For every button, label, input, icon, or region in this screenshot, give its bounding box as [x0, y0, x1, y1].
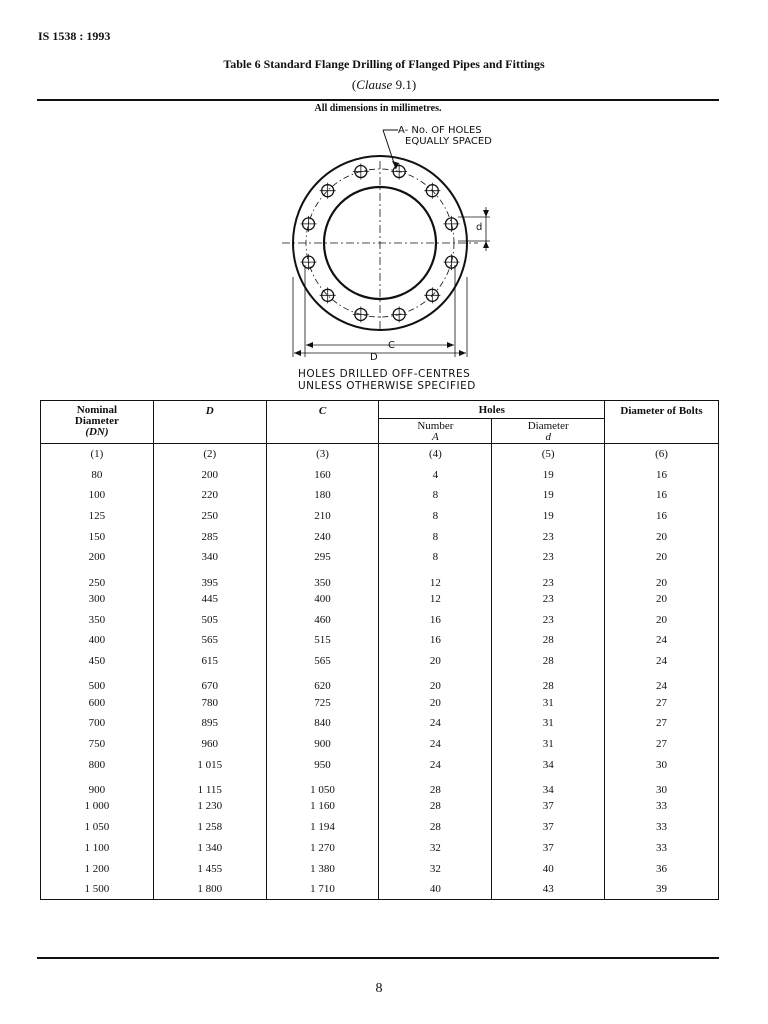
- table-cell: 200: [41, 547, 154, 568]
- table-cell: 37: [492, 817, 605, 838]
- table-cell: 1 050: [41, 817, 154, 838]
- standard-number: IS 1538 : 1993: [38, 29, 111, 43]
- table-cell: 500: [41, 671, 154, 692]
- table-cell: 1 500: [41, 879, 154, 900]
- column-index-row: [41, 444, 719, 465]
- table-cell: 350: [266, 568, 379, 589]
- table-cell: 20: [605, 568, 719, 589]
- bolt-hole: [424, 287, 440, 303]
- table-cell: 24: [379, 754, 492, 775]
- table-cell: 16: [605, 464, 719, 485]
- table-row: [41, 754, 719, 775]
- table-cell: 32: [379, 838, 492, 859]
- table-cell: 565: [153, 630, 266, 651]
- arrow-c-right: [447, 342, 454, 348]
- table-cell: 24: [379, 734, 492, 755]
- table-row: [41, 506, 719, 527]
- table-cell: 34: [492, 775, 605, 796]
- table-cell: 210: [266, 506, 379, 527]
- column-index-cell: (2): [153, 444, 266, 465]
- table-cell: 1 100: [41, 838, 154, 859]
- table-cell: 450: [41, 651, 154, 672]
- table-cell: 30: [605, 754, 719, 775]
- table-cell: 350: [41, 609, 154, 630]
- table-cell: 1 050: [266, 775, 379, 796]
- table-cell: 295: [266, 547, 379, 568]
- table-cell: 8: [379, 506, 492, 527]
- column-index-cell: (4): [379, 444, 492, 465]
- arrow-D-right: [459, 350, 466, 356]
- header-nominal-diameter: [41, 401, 154, 444]
- header-nominal-line2: Diameter: [74, 415, 119, 427]
- top-rule: [37, 99, 719, 101]
- table-cell: 32: [379, 858, 492, 879]
- table-cell: 23: [492, 589, 605, 610]
- table-row: [41, 796, 719, 817]
- header-D: D: [153, 401, 266, 444]
- table-cell: 800: [41, 754, 154, 775]
- table-cell: 780: [153, 692, 266, 713]
- table-row: [41, 464, 719, 485]
- table-row: [41, 526, 719, 547]
- table-cell: 37: [492, 796, 605, 817]
- table-row: [41, 838, 719, 859]
- table-cell: 20: [379, 692, 492, 713]
- table-cell: 180: [266, 485, 379, 506]
- arrow-leader: [392, 161, 399, 169]
- dimension-arrows: [294, 161, 489, 356]
- table-cell: 8: [379, 547, 492, 568]
- table-cell: 600: [41, 692, 154, 713]
- header-holes-diameter: [492, 419, 605, 444]
- table-cell: 340: [153, 547, 266, 568]
- table-cell: 16: [605, 506, 719, 527]
- table-cell: 24: [379, 713, 492, 734]
- label-d: d: [476, 222, 483, 233]
- table-cell: 395: [153, 568, 266, 589]
- table-cell: 28: [492, 651, 605, 672]
- table-cell: 31: [492, 734, 605, 755]
- table-cell: 24: [605, 630, 719, 651]
- bolt-hole: [391, 164, 407, 180]
- table-cell: 80: [41, 464, 154, 485]
- table-cell: 1 710: [266, 879, 379, 900]
- table-cell: 8: [379, 485, 492, 506]
- bolt-hole: [301, 254, 317, 270]
- table-cell: 960: [153, 734, 266, 755]
- table-cell: 240: [266, 526, 379, 547]
- table-cell: 36: [605, 858, 719, 879]
- table-cell: 20: [605, 609, 719, 630]
- table-cell: 8: [379, 526, 492, 547]
- table-cell: 1 115: [153, 775, 266, 796]
- arrow-D-left: [294, 350, 301, 356]
- clause-number: 9.1: [395, 77, 412, 92]
- column-index-cell: (3): [266, 444, 379, 465]
- bolt-hole: [443, 254, 459, 270]
- table-cell: 900: [41, 775, 154, 796]
- table-cell: 1 160: [266, 796, 379, 817]
- bolt-hole: [443, 216, 459, 232]
- table-cell: 20: [605, 547, 719, 568]
- bottom-rule: [37, 957, 719, 959]
- table-cell: 1 270: [266, 838, 379, 859]
- table-cell: 1 340: [153, 838, 266, 859]
- table-cell: 31: [492, 692, 605, 713]
- table-row: [41, 671, 719, 692]
- bolt-hole: [353, 306, 369, 322]
- table-row: [41, 692, 719, 713]
- arrow-c-left: [306, 342, 313, 348]
- table-cell: 23: [492, 568, 605, 589]
- header-holes-number-text: Number: [417, 420, 454, 432]
- table-cell: 24: [605, 671, 719, 692]
- table-cell: 285: [153, 526, 266, 547]
- table-cell: 23: [492, 526, 605, 547]
- table-cell: 39: [605, 879, 719, 900]
- table-row: [41, 547, 719, 568]
- table-cell: 27: [605, 713, 719, 734]
- drawing-labels: [370, 125, 492, 363]
- table-row: [41, 713, 719, 734]
- bolt-hole: [424, 183, 440, 199]
- bolt-hole: [301, 216, 317, 232]
- table-cell: 250: [41, 568, 154, 589]
- table-cell: 33: [605, 817, 719, 838]
- arrow-d-bottom: [483, 241, 489, 248]
- table-cell: 1 800: [153, 879, 266, 900]
- table-cell: 20: [379, 671, 492, 692]
- table-cell: 23: [492, 547, 605, 568]
- table-cell: 840: [266, 713, 379, 734]
- table-cell: 250: [153, 506, 266, 527]
- bolt-hole: [353, 164, 369, 180]
- table-cell: 20: [605, 589, 719, 610]
- table-cell: 31: [492, 713, 605, 734]
- table-cell: 615: [153, 651, 266, 672]
- table-cell: 12: [379, 568, 492, 589]
- header-holes-number-symbol: A: [431, 431, 439, 443]
- table-cell: 400: [41, 630, 154, 651]
- header-C: C: [266, 401, 379, 444]
- header-holes-diameter-text: Diameter: [527, 420, 569, 432]
- table-row: [41, 485, 719, 506]
- header-holes-number: [379, 419, 492, 444]
- table-cell: 1 258: [153, 817, 266, 838]
- table-cell: 43: [492, 879, 605, 900]
- table-row: [41, 568, 719, 589]
- table-cell: 23: [492, 609, 605, 630]
- label-C: C: [388, 340, 395, 351]
- flange-drilling-table: [40, 400, 719, 900]
- table-cell: 33: [605, 838, 719, 859]
- table-row: [41, 858, 719, 879]
- table-cell: 400: [266, 589, 379, 610]
- table-cell: 40: [379, 879, 492, 900]
- table-cell: 515: [266, 630, 379, 651]
- table-row: [41, 630, 719, 651]
- table-cell: 12: [379, 589, 492, 610]
- holes-label-line1: A- No. OF HOLES: [398, 125, 482, 136]
- table-cell: 950: [266, 754, 379, 775]
- table-cell: 1 455: [153, 858, 266, 879]
- table-cell: 100: [41, 485, 154, 506]
- header-nominal-line3: (DN): [85, 426, 109, 438]
- table-cell: 1 194: [266, 817, 379, 838]
- table-cell: 670: [153, 671, 266, 692]
- table-cell: 28: [379, 796, 492, 817]
- table-cell: 19: [492, 485, 605, 506]
- header-nominal-line1: Nominal: [76, 404, 118, 416]
- table-cell: 220: [153, 485, 266, 506]
- table-cell: 16: [379, 630, 492, 651]
- table-cell: 28: [379, 775, 492, 796]
- table-row: [41, 609, 719, 630]
- table-cell: 300: [41, 589, 154, 610]
- table-cell: 895: [153, 713, 266, 734]
- table-cell: 150: [41, 526, 154, 547]
- table-cell: 750: [41, 734, 154, 755]
- table-cell: 565: [266, 651, 379, 672]
- table-cell: 700: [41, 713, 154, 734]
- table-cell: 200: [153, 464, 266, 485]
- table-row: [41, 817, 719, 838]
- header-holes: Holes: [379, 401, 605, 419]
- table-cell: 1 000: [41, 796, 154, 817]
- table-cell: 34: [492, 754, 605, 775]
- drilling-note: [298, 368, 476, 392]
- table-cell: 19: [492, 464, 605, 485]
- table-cell: 33: [605, 796, 719, 817]
- table-row: [41, 651, 719, 672]
- table-row: [41, 775, 719, 796]
- table-cell: 28: [492, 671, 605, 692]
- table-cell: 40: [492, 858, 605, 879]
- table-cell: 160: [266, 464, 379, 485]
- dimensions-note: All dimensions in millimetres.: [314, 103, 442, 114]
- column-index-cell: (5): [492, 444, 605, 465]
- table-cell: 445: [153, 589, 266, 610]
- page-number: 8: [375, 981, 383, 996]
- table-cell: 900: [266, 734, 379, 755]
- bolt-hole: [320, 183, 336, 199]
- table-cell: 505: [153, 609, 266, 630]
- bolt-hole: [320, 287, 336, 303]
- table-cell: 16: [379, 609, 492, 630]
- table-cell: 37: [492, 838, 605, 859]
- header-bolt-diameter: Diameter of Bolts: [605, 401, 719, 444]
- table-cell: 725: [266, 692, 379, 713]
- table-cell: 125: [41, 506, 154, 527]
- table-cell: 1 015: [153, 754, 266, 775]
- table-cell: 1 200: [41, 858, 154, 879]
- table-cell: 20: [605, 526, 719, 547]
- table-title: Table 6 Standard Flange Drilling of Flanged Pipes and Fittings: [223, 57, 545, 71]
- table-row: [41, 879, 719, 900]
- column-index-cell: (6): [605, 444, 719, 465]
- clause-reference: (Clause 9.1): [351, 77, 417, 92]
- table-cell: 28: [379, 817, 492, 838]
- table-cell: 4: [379, 464, 492, 485]
- flange-drawing: [280, 117, 540, 365]
- drilling-note-line2: UNLESS OTHERWISE SPECIFIED: [298, 380, 476, 392]
- table-cell: 27: [605, 692, 719, 713]
- table-cell: 30: [605, 775, 719, 796]
- arrow-d-top: [483, 210, 489, 217]
- drilling-note-line1: HOLES DRILLED OFF-CENTRES: [298, 368, 471, 380]
- table-cell: 28: [492, 630, 605, 651]
- table-cell: 460: [266, 609, 379, 630]
- table-cell: 20: [379, 651, 492, 672]
- bolt-hole: [391, 306, 407, 322]
- table-cell: 16: [605, 485, 719, 506]
- label-D: D: [370, 352, 378, 363]
- table-row: [41, 734, 719, 755]
- clause-word: Clause: [356, 77, 393, 92]
- holes-label-line2: EQUALLY SPACED: [405, 136, 492, 147]
- header-holes-diameter-symbol: d: [545, 431, 551, 443]
- table-body: [41, 444, 719, 900]
- flange-figure: [282, 130, 490, 357]
- table-cell: 24: [605, 651, 719, 672]
- table-cell: 1 380: [266, 858, 379, 879]
- table-row: [41, 589, 719, 610]
- table-cell: 620: [266, 671, 379, 692]
- table-cell: 1 230: [153, 796, 266, 817]
- column-index-cell: (1): [41, 444, 154, 465]
- table-cell: 27: [605, 734, 719, 755]
- table-cell: 19: [492, 506, 605, 527]
